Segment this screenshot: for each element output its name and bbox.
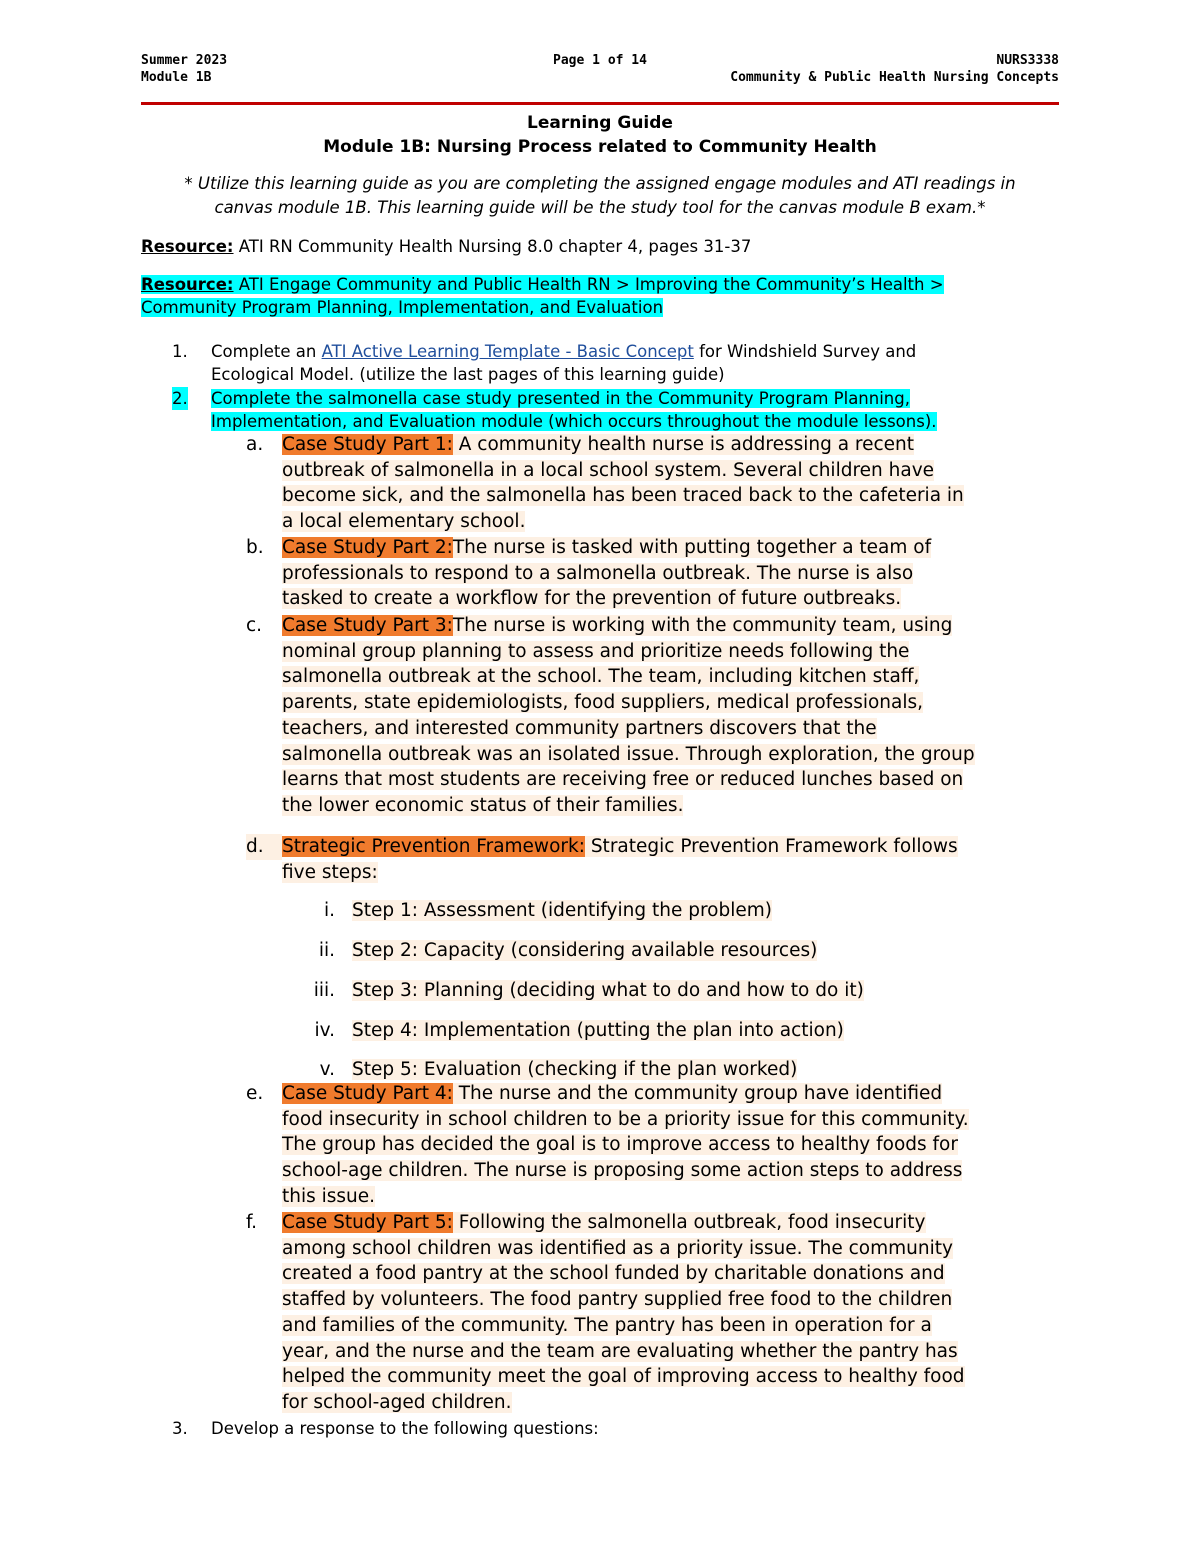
case-text: professionals to respond to a salmonella outbreak. The nurse is also <box>282 562 914 584</box>
case-label: Case Study Part 5: <box>282 1212 453 1233</box>
case-study-part-3 <box>282 613 975 819</box>
case-text: for school-aged children. <box>282 1391 512 1413</box>
case-text: parents, state epidemiologists, food suppliers, medical professionals, <box>282 692 924 714</box>
page-number-text: Page 1 of 14 <box>553 53 647 68</box>
strategic-prevention-framework <box>282 834 958 885</box>
step-text: Step 3: Planning (deciding what to do and how to do it) <box>352 980 864 1001</box>
intro-line-1: * Utilize this learning guide as you are completing the assigned engage modules and ATI readings in <box>184 174 1016 193</box>
case-label: Case Study Part 3: <box>282 615 453 636</box>
step-numeral: ii. <box>318 940 335 961</box>
case-text: The nurse and the community group have identified <box>452 1083 943 1104</box>
case-text: A community health nurse is addressing a recent <box>452 434 915 455</box>
header-course-code: NURS3338 <box>996 53 1059 68</box>
resource-label: Resource: <box>141 275 234 294</box>
resource-text-line-1: ATI Engage Community and Public Health RN > Improving the Community’s Health > <box>233 275 944 294</box>
case-text: The group has decided the goal is to improve access to healthy foods for <box>282 1134 958 1156</box>
step-text: Step 4: Implementation (putting the plan into action) <box>352 1020 844 1041</box>
item-text: Implementation, and Evaluation module (which occurs throughout the module lessons). <box>211 412 937 431</box>
step-numeral: v. <box>319 1059 335 1080</box>
case-text: food insecurity in school children to be a priority issue for this community. <box>282 1108 969 1130</box>
case-text: year, and the nurse and the team are evaluating whether the pantry has <box>282 1340 958 1362</box>
item-text: Complete an <box>211 342 322 361</box>
case-text: created a food pantry at the school funded by charitable donations and <box>282 1263 945 1285</box>
header-term: Summer 2023 <box>141 53 228 68</box>
step-text: Step 5: Evaluation (checking if the plan worked) <box>352 1059 798 1080</box>
step-numeral: iv. <box>314 1020 335 1041</box>
item-text: Complete the salmonella case study presented in the Community Program Planning, <box>211 389 910 408</box>
document-title: Learning Guide <box>527 113 673 133</box>
case-text: Strategic Prevention Framework follows <box>584 836 958 857</box>
list-number: 1. <box>172 342 188 361</box>
case-text: The nurse is working with the community team, using <box>452 615 953 636</box>
case-text: outbreak of salmonella in a local school system. Several children have <box>282 459 935 481</box>
resource-2 <box>141 273 1021 319</box>
step-text: Step 2: Capacity (considering available resources) <box>352 940 818 961</box>
list-item: Develop a response to the following questions: <box>211 1419 599 1438</box>
list-number: 3. <box>172 1419 188 1438</box>
list-number: 2. <box>172 389 188 408</box>
case-text: five steps: <box>282 861 378 883</box>
list-item <box>211 387 937 433</box>
title-block <box>141 111 1059 159</box>
case-label: Strategic Prevention Framework: <box>282 836 585 857</box>
case-label: Case Study Part 4: <box>282 1083 453 1104</box>
header-module: Module 1B <box>141 70 212 85</box>
step-numeral: iii. <box>313 980 335 1001</box>
sub-letter: d. <box>246 834 282 860</box>
case-text: school-age children. The nurse is proposing some action steps to address <box>282 1160 963 1182</box>
item-text: for Windshield Survey and <box>693 342 917 361</box>
sub-letter: a. <box>246 434 264 455</box>
page-header <box>141 52 1059 88</box>
case-text: and families of the community. The pantry has been in operation for a <box>282 1314 932 1336</box>
ati-template-link[interactable]: ATI Active Learning Template - Basic Concept <box>321 342 694 361</box>
header-course-name: Community & Public Health Nursing Concepts <box>730 70 1059 85</box>
case-text: nominal group planning to assess and prioritize needs following the <box>282 640 910 662</box>
case-text: teachers, and interested community partners discovers that the <box>282 717 877 739</box>
case-text: the lower economic status of their families. <box>282 794 684 816</box>
case-label: Case Study Part 2: <box>282 537 453 558</box>
resource-label: Resource: <box>141 237 234 256</box>
case-study-part-4 <box>282 1081 969 1210</box>
case-text: among school children was identified as a priority issue. The community <box>282 1237 953 1259</box>
case-text: become sick, and the salmonella has been traced back to the cafeteria in <box>282 485 964 507</box>
case-text: a local elementary school. <box>282 511 526 533</box>
item-text: Ecological Model. (utilize the last pages of this learning guide) <box>211 365 725 384</box>
resource-1 <box>141 235 751 259</box>
case-text: tasked to create a workflow for the prevention of future outbreaks. <box>282 588 902 610</box>
document-subtitle: Module 1B: Nursing Process related to Community Health <box>323 137 877 157</box>
case-text: this issue. <box>282 1185 376 1207</box>
case-study-part-1 <box>282 432 964 535</box>
case-text: The nurse is tasked with putting together a team of <box>452 537 932 558</box>
resource-text: ATI RN Community Health Nursing 8.0 chapter 4, pages 31-37 <box>233 237 752 256</box>
resource-text-line-2: Community Program Planning, Implementation, and Evaluation <box>141 298 664 317</box>
intro-line-2: canvas module 1B. This learning guide will be the study tool for the canvas module B exam.* <box>214 198 986 217</box>
sub-letter: c. <box>246 615 263 636</box>
sub-letter: b. <box>246 537 264 558</box>
header-right <box>730 52 1059 86</box>
case-text: helped the community meet the goal of improving access to healthy food <box>282 1366 965 1388</box>
case-text: Following the salmonella outbreak, food insecurity <box>452 1212 926 1233</box>
case-study-part-5 <box>282 1210 965 1416</box>
sub-letter: e. <box>246 1083 264 1104</box>
case-label: Case Study Part 1: <box>282 434 453 455</box>
case-text: salmonella outbreak was an isolated issue. Through exploration, the group <box>282 743 975 765</box>
case-study-part-2 <box>282 535 931 612</box>
case-text: salmonella outbreak at the school. The team, including kitchen staff, <box>282 666 920 688</box>
case-text: staffed by volunteers. The food pantry supplied free food to the children <box>282 1289 953 1311</box>
case-text: learns that most students are receiving free or reduced lunches based on <box>282 769 964 791</box>
intro-note <box>141 172 1059 220</box>
header-rule <box>141 102 1059 105</box>
step-numeral: i. <box>323 900 335 921</box>
sub-letter: f. <box>246 1212 258 1233</box>
list-item <box>211 340 916 386</box>
step-text: Step 1: Assessment (identifying the problem) <box>352 900 772 921</box>
